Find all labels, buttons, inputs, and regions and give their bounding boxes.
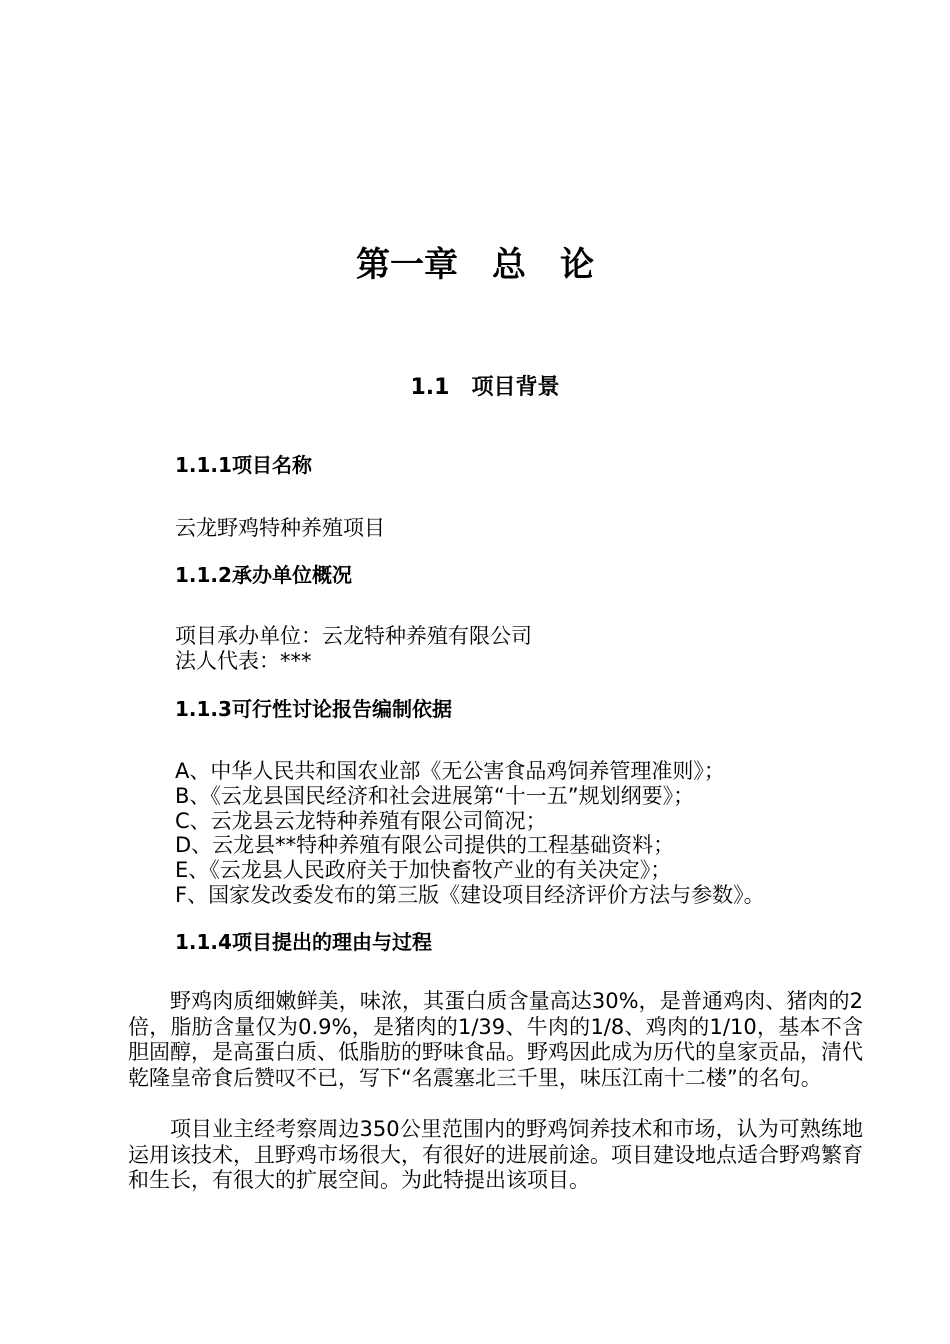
list-item: F、国家发改委发布的第三版《建设项目经济评价方法与参数》。 — [175, 882, 765, 907]
list-item: A、中华人民共和国农业部《无公害食品鸡饲养管理准则》； — [175, 759, 725, 783]
subsection-heading-project-name: 1.1.1项目名称 — [175, 453, 312, 477]
list-item: E、《云龙县人民政府关于加快畜牧产业的有关决定》； — [175, 858, 672, 883]
organizer-unit-line: 项目承办单位：云龙特种养殖有限公司 — [175, 624, 532, 648]
legal-representative-line: 法人代表：*** — [175, 649, 312, 673]
section-title: 1.1 项目背景 — [410, 375, 560, 400]
subsection-heading-basis: 1.1.3可行性讨论报告编制依据 — [175, 697, 452, 721]
reason-paragraph-2: 项目业主经考察周边350公里范围内的野鸡饲养技术和市场，认为可熟练地运用该技术，且野鸡市场很大，有很好的进展前途。项目建设地点适合野鸡繁育和生长，有很大的扩展空间。为此特提出该项目。 — [128, 1117, 863, 1192]
subsection-heading-organizer: 1.1.2承办单位概况 — [175, 563, 352, 587]
project-name-text: 云龙野鸡特种养殖项目 — [175, 516, 385, 540]
list-item: B、《云龙县国民经济和社会进展第“十一五”规划纲要》； — [175, 783, 695, 808]
chapter-title: 第一章 总 论 — [356, 245, 594, 285]
list-item: D、云龙县**特种养殖有限公司提供的工程基础资料； — [175, 833, 675, 858]
basis-list — [175, 759, 765, 908]
reason-paragraph-1: 野鸡肉质细嫩鲜美，味浓，其蛋白质含量高达30%，是普通鸡肉、猪肉的2倍，脂肪含量仅为0.9%，是猪肉的1/39、牛肉的1/8、鸡肉的1/10，基本不含胆固醇，是高蛋白质、低脂肪的野味食品。野鸡因此成为历代的皇家贡品，清代乾隆皇帝食后赞叹不已，写下“名震塞北三千里，味压江南十二楼”的名句。 — [128, 989, 863, 1090]
list-item: C、云龙县云龙特种养殖有限公司简况； — [175, 808, 547, 833]
subsection-heading-reasons: 1.1.4项目提出的理由与过程 — [175, 930, 432, 954]
